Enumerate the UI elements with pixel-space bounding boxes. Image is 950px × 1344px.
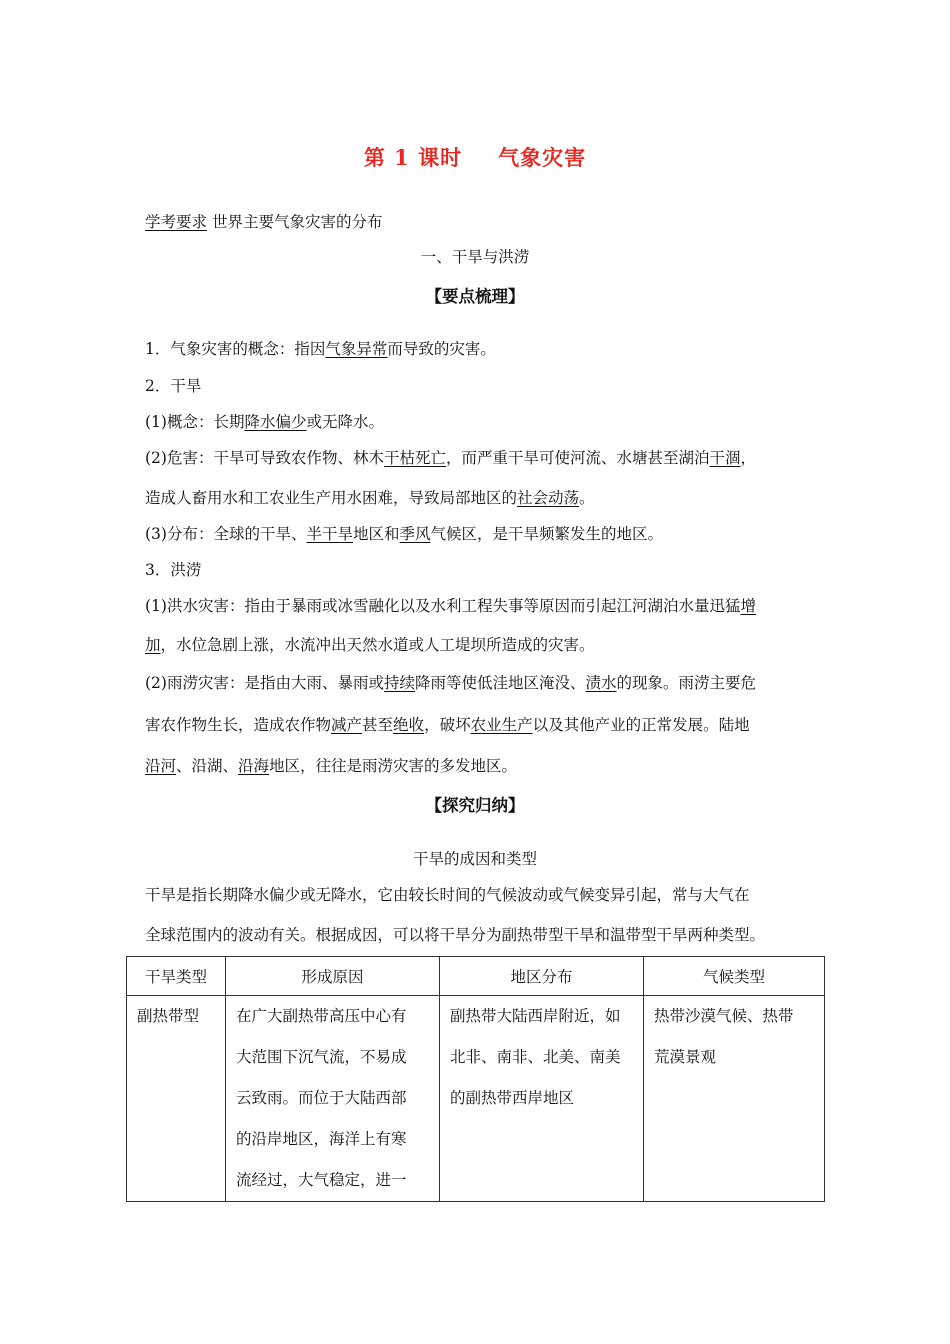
paragraph: (1)洪水灾害：指由于暴雨或冰雪融化以及水利工程失事等原因而引起江河湖泊水量迅猛增: [145, 597, 756, 615]
key-points-heading: 【要点梳理】: [425, 287, 525, 306]
drought-types-table: [126, 956, 825, 1202]
intro-line-2: 全球范围内的波动有关。根据成因，可以将干旱分为副热带型干旱和温带型干旱两种类型。: [145, 926, 766, 944]
intro-line-1: 干旱是指长期降水偏少或无降水，它由较长时间的气候波动或气候变异引起，常与大气在: [145, 886, 750, 904]
paragraph: 害农作物生长，造成农作物减产甚至绝收，破坏农业生产以及其他产业的正常发展。陆地: [145, 716, 750, 734]
table-header-cell: 气候类型: [644, 957, 825, 996]
table-row: [127, 996, 825, 1202]
table-cell-cause: 在广大副热带高压中心有 大范围下沉气流，不易成 云致雨。而位于大陆西部 的沿岸地区，海洋上有寒 流经过，大气稳定，进一: [226, 996, 440, 1202]
paragraph: 2．干旱: [145, 377, 202, 395]
table-cell-climate: 热带沙漠气候、热带 荒漠景观: [644, 996, 825, 1202]
subheading: 干旱的成因和类型: [412, 850, 537, 868]
paragraph: 造成人畜用水和工农业生产用水困难，导致局部地区的社会动荡。: [145, 489, 595, 507]
paragraph: (1)概念：长期降水偏少或无降水。: [145, 413, 384, 431]
table-header-cell: 形成原因: [226, 957, 440, 996]
page-title: 第 1 课时 气象灾害: [363, 145, 587, 170]
paragraph: (2)雨涝灾害：是指由大雨、暴雨或持续降雨等使低洼地区淹没、渍水的现象。雨涝主要危: [145, 674, 757, 692]
requirement-line: [145, 210, 382, 232]
paragraph: 1．气象灾害的概念：指因气象异常而导致的灾害。: [145, 340, 496, 358]
paragraph: (3)分布：全球的干旱、半干旱地区和季风气候区，是干旱频繁发生的地区。: [145, 525, 664, 543]
table-cell-type: 副热带型: [127, 996, 226, 1202]
paragraph: 3．洪涝: [145, 561, 202, 579]
paragraph: 沿河、沿湖、沿海地区，往往是雨涝灾害的多发地区。: [145, 757, 518, 775]
section-heading: 一、干旱与洪涝: [420, 248, 530, 266]
paragraph: (2)危害：干旱可导致农作物、林木干枯死亡，而严重干旱可使河流、水塘甚至湖泊干涸，: [145, 449, 757, 467]
paragraph: 加，水位急剧上涨，水流冲出天然水道或人工堤坝所造成的灾害。: [145, 636, 595, 654]
table-header-cell: 地区分布: [440, 957, 644, 996]
requirement-text: 世界主要气象灾害的分布: [211, 213, 383, 231]
table-cell-region: 副热带大陆西岸附近，如 北非、南非、北美、南美 的副热带西岸地区: [440, 996, 644, 1202]
table-header-cell: 干旱类型: [127, 957, 226, 996]
explore-heading: 【探究归纳】: [425, 796, 525, 815]
requirement-label: 学考要求: [145, 213, 208, 231]
table-header-row: [127, 957, 825, 996]
